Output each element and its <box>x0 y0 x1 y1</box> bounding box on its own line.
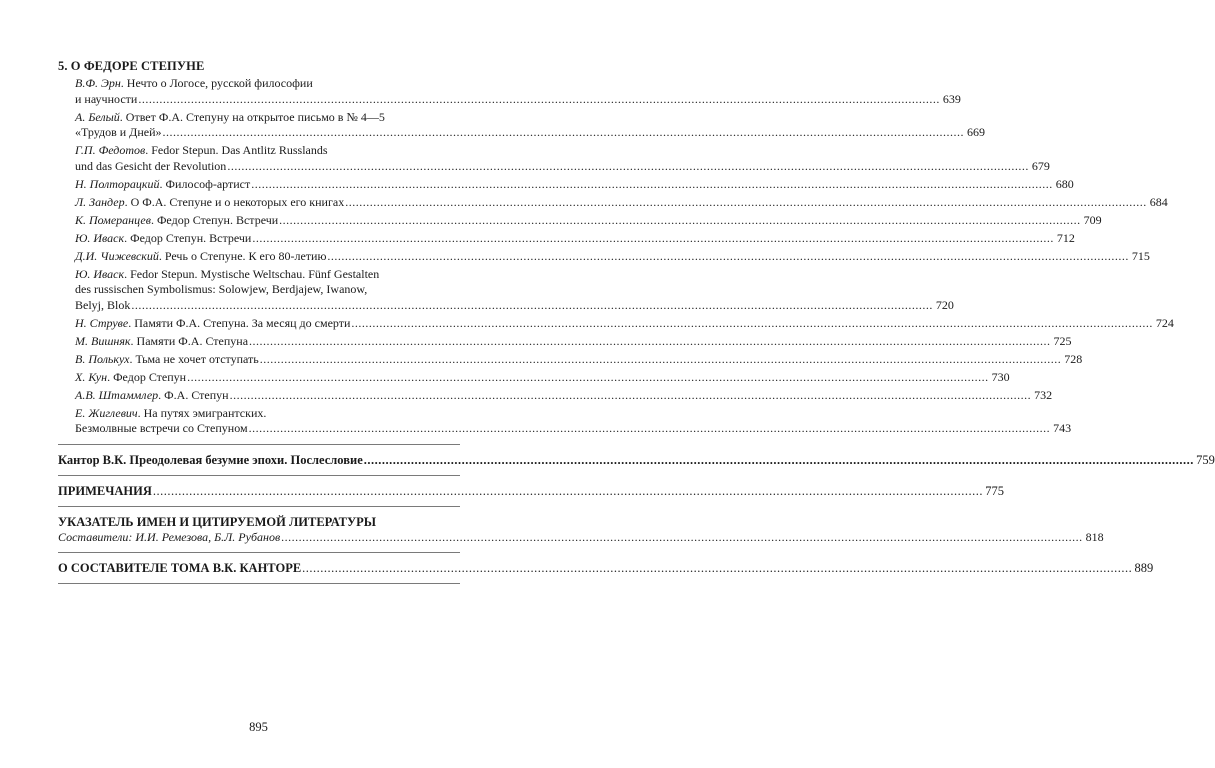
notes-page: 775 <box>985 483 1005 498</box>
entry-title-line: Федор Степун. Встречи <box>156 212 279 227</box>
about-page: 889 <box>1134 561 1154 575</box>
leader-dots <box>230 388 1032 404</box>
afterword-entry <box>58 452 1215 468</box>
entry-author: А. Белый <box>75 109 120 124</box>
toc-entry: Н. Полторацкий. Философ-артист ..... 680 <box>58 177 460 193</box>
about-entry <box>58 560 1154 576</box>
leader-dots <box>302 560 1132 576</box>
entry-title-line: Нечто о Логосе, русской философии <box>126 76 313 90</box>
leader-dots <box>187 370 989 386</box>
entry-title-line: Тьма не хочет отступать <box>135 351 259 366</box>
toc-entry: М. Вишняк. Памяти Ф.А. Степуна ..... 725 <box>58 334 460 350</box>
separator <box>58 583 460 584</box>
entry-title-line: und das Gesicht der Revolution <box>75 158 227 173</box>
page-number: 895 <box>249 720 268 734</box>
entry-title-line: Федор Степун. Встречи <box>130 230 252 245</box>
entry-page: 679 <box>1031 158 1050 173</box>
entry-page: 728 <box>1064 351 1083 366</box>
entry-title-line: Речь о Степуне. К его 80-летию <box>164 248 327 263</box>
leader-dots <box>138 92 940 108</box>
entry-author: К. Померанцев <box>75 212 151 227</box>
entry-author: Х. Кун <box>75 369 108 384</box>
afterword-page: 759 <box>1196 452 1215 467</box>
entry-title-line: На путях эмигрантских. <box>143 405 267 420</box>
toc-entry: А.В. Штаммлер. Ф.А. Степун ..... 732 <box>58 388 460 404</box>
entry-author: Л. Зандер <box>75 194 125 209</box>
entry-page: 743 <box>1053 421 1072 435</box>
entry-title-line: Ф.А. Степун <box>164 387 229 402</box>
index-entry <box>58 514 1104 546</box>
toc-entry: Х. Кун. Федор Степун ..... 730 <box>58 370 460 386</box>
leader-dots <box>163 125 965 141</box>
afterword-title: Кантор В.К. Преодолевая безумие эпохи. Послесловие <box>58 452 363 467</box>
leader-dots <box>252 231 1054 247</box>
index-title: УКАЗАТЕЛЬ ИМЕН И ЦИТИРУЕМОЙ ЛИТЕРАТУРЫ <box>58 514 377 529</box>
entry-page: 725 <box>1053 333 1072 348</box>
leader-dots <box>364 452 1194 468</box>
index-page: 818 <box>1085 529 1104 544</box>
entry-title-line: и научности <box>75 91 138 106</box>
entry-page: 715 <box>1131 248 1150 263</box>
entry-author: Н. Полторацкий <box>75 176 160 191</box>
notes-title: ПРИМЕЧАНИЯ <box>58 483 152 498</box>
leader-dots <box>131 298 933 314</box>
entry-author: М. Вишняк <box>75 333 131 348</box>
toc-entry: К. Померанцев. Федор Степун. Встречи ..... 709 <box>58 213 460 229</box>
entry-title-line: Памяти Ф.А. Степуна. За месяц до смерти <box>134 315 351 330</box>
entry-author: А.В. Штаммлер <box>75 387 159 402</box>
entry-author: Ю. Иваск <box>75 266 125 281</box>
leader-dots <box>351 316 1153 332</box>
separator <box>58 444 460 445</box>
entry-page: 720 <box>935 297 954 312</box>
entry-page: 709 <box>1083 212 1102 227</box>
toc-entry: Ю. Иваск. Федор Степун. Встречи ..... 712 <box>58 231 460 247</box>
entry-page: 639 <box>942 91 961 106</box>
leader-dots <box>327 249 1129 265</box>
leader-dots <box>249 334 1051 350</box>
entry-title-line: Fedor Stepun. Mystische Weltschau. Fünf Gestalten <box>130 266 380 281</box>
entry-title-line: О Ф.А. Степуне и о некоторых его книгах <box>130 194 345 209</box>
leader-dots <box>279 213 1081 229</box>
entry-page: 712 <box>1056 230 1075 245</box>
toc-entry: Д.И. Чижевский. Речь о Степуне. К его 80-летию ..... 715 <box>58 249 460 265</box>
index-compilers: И.И. Ремезова, Б.Л. Рубанов <box>135 529 281 544</box>
entry-page: 732 <box>1034 387 1053 402</box>
entry-title-line: Fedor Stepun. Das Antlitz Russlands <box>151 143 328 157</box>
entry-title-line: «Трудов и Дней» <box>75 125 162 139</box>
toc-entry: Ю. Иваск. Fedor Stepun. Mystische Weltschau. Fünf Gestalten des russischen Symbolismus: Solowjew, Berdjajew, Iwanow, Belyj, Blok ..... 720 <box>58 267 460 314</box>
entry-page: 669 <box>967 125 986 139</box>
entry-title-line: des russischen Symbolismus: Solowjew, Berdjajew, Iwanow, <box>75 282 368 296</box>
leader-dots <box>227 159 1029 175</box>
separator <box>58 475 460 476</box>
index-compilers-label: Составители: <box>58 529 133 544</box>
entry-page: 724 <box>1155 315 1174 330</box>
entry-page: 684 <box>1149 194 1168 209</box>
leader-dots <box>153 483 983 499</box>
entries-list <box>58 76 1174 437</box>
toc-entry: Е. Жиглевич. На путях эмигрантских. Безмолвные встречи со Степуном ..... 743 <box>58 406 460 437</box>
leader-dots <box>251 177 1053 193</box>
entry-author: В. Полькух <box>75 351 130 366</box>
toc-entry: Н. Струве. Памяти Ф.А. Степуна. За месяц до смерти ..... 724 <box>58 316 460 332</box>
leader-dots <box>281 530 1083 546</box>
entry-title-line: Философ-артист <box>165 176 251 191</box>
entry-author: Н. Струве <box>75 315 129 330</box>
toc-entry: Г.П. Федотов. Fedor Stepun. Das Antlitz Russlands und das Gesicht der Revolution ..... 679 <box>58 143 460 174</box>
toc-entry: В. Полькух. Тьма не хочет отступать ..... 728 <box>58 352 460 368</box>
leader-dots <box>249 421 1051 437</box>
entry-author: Г.П. Федотов <box>75 143 146 157</box>
section-heading: 5. О ФЕДОРЕ СТЕПУНЕ <box>58 59 205 73</box>
separator <box>58 552 460 553</box>
leader-dots <box>260 352 1062 368</box>
toc-entry: Л. Зандер. О Ф.А. Степуне и о некоторых его книгах ..... 684 <box>58 195 460 211</box>
entry-page: 730 <box>991 369 1010 384</box>
separator <box>58 506 460 507</box>
toc-page <box>58 58 1215 591</box>
about-title: О СОСТАВИТЕЛЕ ТОМА В.К. КАНТОРЕ <box>58 561 302 575</box>
entry-title-line: Федор Степун <box>113 369 187 384</box>
entry-author: В.Ф. Эрн <box>75 76 121 90</box>
notes-entry <box>58 483 1005 499</box>
entry-author: Д.И. Чижевский <box>75 248 159 263</box>
entry-author: Е. Жиглевич <box>75 405 138 420</box>
leader-dots <box>345 195 1147 211</box>
entry-title-line: Belyj, Blok <box>75 297 131 312</box>
entry-title-line: Безмолвные встречи со Степуном <box>75 421 248 435</box>
entry-page: 680 <box>1055 176 1074 191</box>
toc-entry: В.Ф. Эрн. Нечто о Логосе, русской философии и научности ..... 639 <box>58 76 460 107</box>
toc-entry: А. Белый. Ответ Ф.А. Степуну на открытое письмо в № 4—5 «Трудов и Дней» ..... 669 <box>58 110 460 141</box>
entry-author: Ю. Иваск <box>75 230 125 245</box>
entry-title-line: Памяти Ф.А. Степуна <box>136 333 249 348</box>
entry-title-line: Ответ Ф.А. Степуну на открытое письмо в № 4—5 <box>125 109 385 124</box>
